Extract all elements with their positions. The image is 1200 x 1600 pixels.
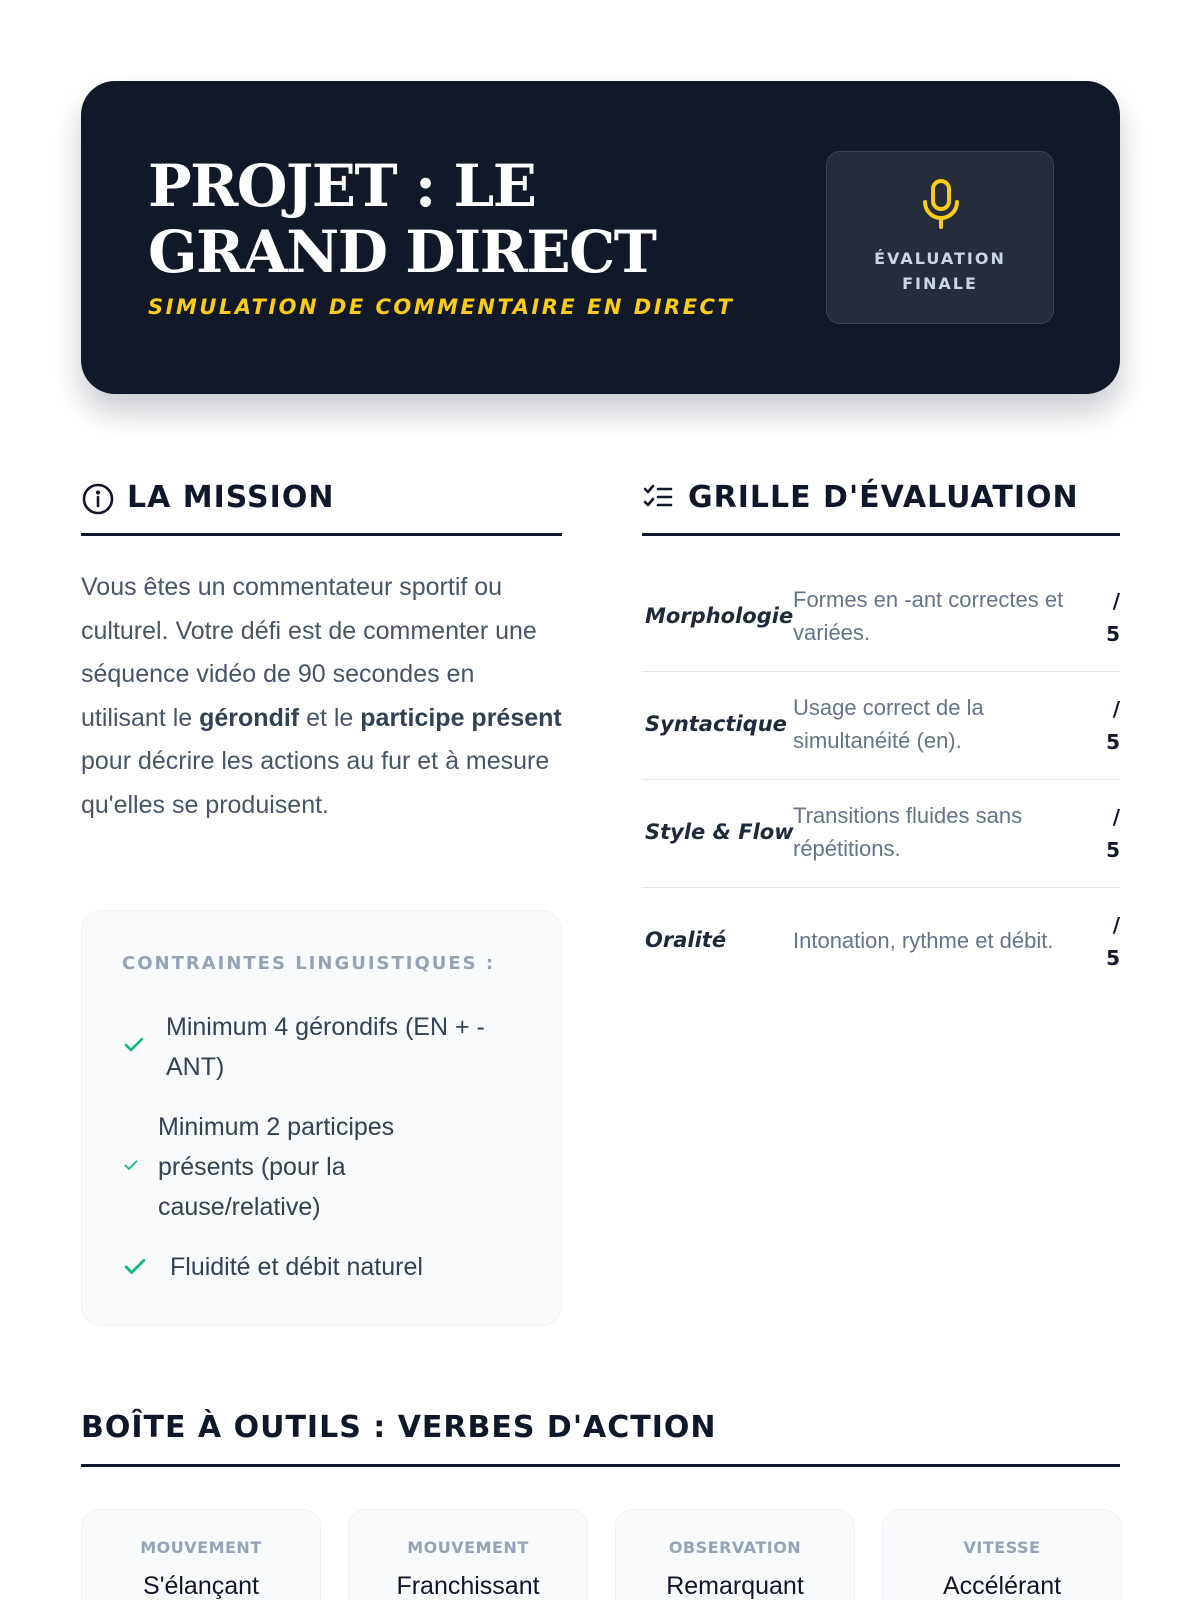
grille-description: Formes en -ant correctes et variées.	[793, 587, 1064, 645]
verb-word: S'élançant	[143, 1572, 259, 1600]
grille-score: / 5	[1106, 913, 1120, 970]
mission-heading: LA MISSION	[127, 480, 335, 515]
mission-description: Vous êtes un commentateur sportif ou culturel. Votre défi est de commenter une séquence vidéo de 90 secondes en utilisant le gérondif et le participe présent pour décrire les actions au fur et à mesure qu'elles se produisent.	[81, 573, 562, 819]
keyword-participe-present: participe présent	[360, 703, 562, 732]
hero-banner	[81, 81, 1120, 394]
verb-word: Franchissant	[396, 1572, 540, 1600]
grille-description: Intonation, rythme et débit.	[793, 928, 1054, 953]
grille-row	[642, 780, 1120, 888]
grille-criterion: Style & Flow	[645, 820, 794, 844]
checklist-icon	[642, 482, 674, 512]
constraints-box	[81, 910, 562, 1326]
grille-description: Transitions fluides sans répétitions.	[793, 803, 1023, 861]
verb-card	[882, 1509, 1122, 1600]
grille-row	[642, 888, 1120, 996]
check-icon	[124, 1258, 146, 1276]
constraint-item: Minimum 2 participes présents (pour la cause/relative)	[158, 1113, 395, 1221]
page-title: PROJET : LE GRAND DIRECT	[148, 152, 656, 286]
verb-card	[348, 1509, 588, 1600]
constraints-title: CONTRAINTES LINGUISTIQUES :	[122, 953, 496, 974]
check-icon	[124, 1037, 144, 1053]
verb-card	[81, 1509, 321, 1600]
info-icon	[81, 482, 115, 516]
verb-category: VITESSE	[963, 1538, 1041, 1557]
grille-score: / 5	[1106, 589, 1120, 646]
microphone-icon	[921, 178, 961, 230]
grille-row	[642, 564, 1120, 672]
toolbox-heading: BOÎTE À OUTILS : VERBES D'ACTION	[81, 1410, 717, 1445]
constraint-item: Minimum 4 gérondifs (EN + -ANT)	[166, 1013, 485, 1081]
grille-row	[642, 672, 1120, 780]
keyword-gerondif: gérondif	[199, 703, 300, 732]
grille-description: Usage correct de la simultanéité (en).	[793, 695, 984, 753]
verb-category: MOUVEMENT	[407, 1538, 529, 1557]
verb-word: Accélérant	[942, 1572, 1062, 1600]
grille-criterion: Syntactique	[645, 712, 787, 736]
verb-category: OBSERVATION	[668, 1538, 802, 1557]
verb-category: MOUVEMENT	[140, 1538, 262, 1557]
page-subtitle: SIMULATION DE COMMENTAIRE EN DIRECT	[148, 295, 735, 319]
grille-score: / 5	[1106, 805, 1120, 862]
grille-heading: GRILLE D'ÉVALUATION	[688, 480, 1079, 515]
mission-section-header	[81, 480, 562, 536]
final-evaluation-label: ÉVALUATION FINALE	[874, 249, 1006, 293]
grille-score: / 5	[1106, 697, 1120, 754]
final-evaluation-badge	[826, 151, 1054, 324]
check-icon	[124, 1160, 138, 1171]
grille-criterion: Morphologie	[645, 604, 794, 628]
verb-word: Remarquant	[666, 1572, 804, 1600]
grille-section-header	[642, 480, 1120, 536]
toolbox-section-header	[81, 1410, 1120, 1467]
grille-criterion: Oralité	[645, 928, 727, 952]
verb-card	[615, 1509, 855, 1600]
constraint-item: Fluidité et débit naturel	[170, 1253, 423, 1281]
